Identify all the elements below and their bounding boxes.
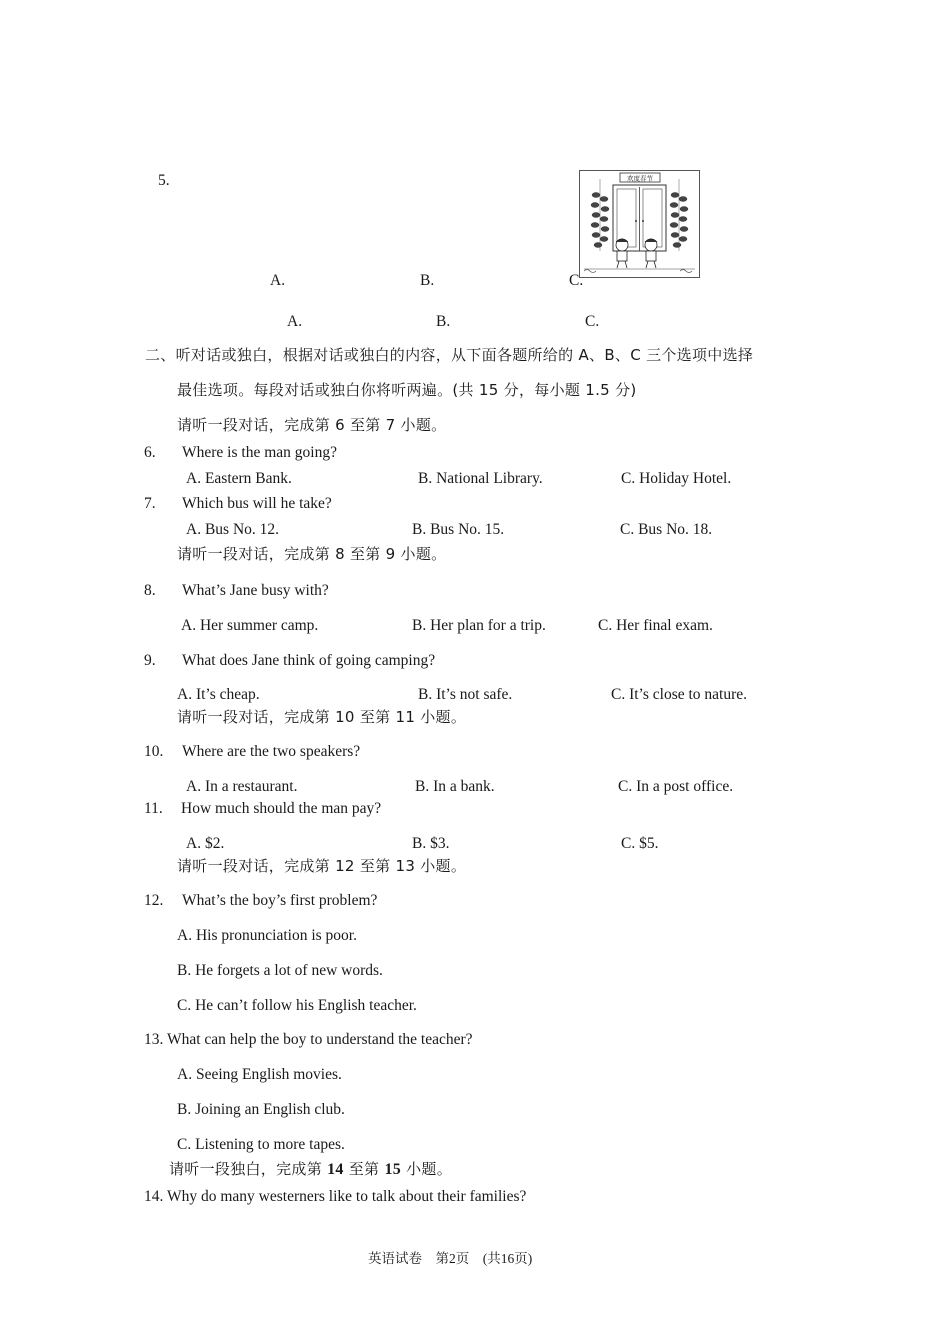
q6-option-a: A. Eastern Bank. [186, 470, 292, 487]
question-13-text: 13. What can help the boy to understand the teacher? [144, 1031, 473, 1048]
question-10-number: 10. [144, 743, 164, 760]
question-12-text: What’s the boy’s first problem? [182, 892, 378, 909]
q13-option-a: A. Seeing English movies. [177, 1066, 342, 1083]
question-9-number: 9. [144, 652, 156, 669]
question-8-text: What’s Jane busy with? [182, 582, 329, 599]
q5-row1-option-b: B. [420, 272, 435, 289]
q10-option-b: B. In a bank. [415, 778, 495, 795]
instruction-10-11: 请听一段对话，完成第 10 至第 11 小题。 [177, 708, 467, 726]
q7-option-a: A. Bus No. 12. [186, 521, 280, 538]
festival-door-picture [579, 170, 700, 278]
q10-option-c: C. In a post office. [618, 778, 734, 795]
q11-option-a: A. $2. [186, 835, 225, 852]
q12-option-a: A. His pronunciation is poor. [177, 927, 357, 944]
q5-row1-option-c: C. [569, 272, 584, 289]
question-6-number: 6. [144, 444, 156, 461]
q6-option-b: B. National Library. [418, 470, 543, 487]
question-9-text: What does Jane think of going camping? [182, 652, 436, 669]
q11-option-b: B. $3. [412, 835, 450, 852]
q8-option-a: A. Her summer camp. [181, 617, 319, 634]
question-7-text: Which bus will he take? [182, 495, 332, 512]
question-7-number: 7. [144, 495, 156, 512]
question-11-number: 11. [144, 800, 163, 817]
q9-option-a: A. It’s cheap. [177, 686, 260, 703]
q13-option-b: B. Joining an English club. [177, 1101, 345, 1118]
q5-row2-option-c: C. [585, 313, 600, 330]
q9-option-b: B. It’s not safe. [418, 686, 513, 703]
q12-option-c: C. He can’t follow his English teacher. [177, 997, 417, 1014]
question-14-text: 14. Why do many westerners like to talk about their families? [144, 1188, 527, 1205]
q8-option-b: B. Her plan for a trip. [412, 617, 546, 634]
q6-option-c: C. Holiday Hotel. [621, 470, 732, 487]
q5-row2-option-a: A. [287, 313, 303, 330]
instruction-12-13: 请听一段对话，完成第 12 至第 13 小题。 [177, 857, 467, 875]
section-2-heading: 二、听对话或独白，根据对话或独白的内容，从下面各题所给的 A、B、C 三个选项中选择 [145, 346, 754, 364]
instruction-6-7: 请听一段对话，完成第 6 至第 7 小题。 [177, 416, 447, 434]
q5-row1-option-a: A. [270, 272, 286, 289]
q7-option-b: B. Bus No. 15. [412, 521, 505, 538]
q13-option-c: C. Listening to more tapes. [177, 1136, 345, 1153]
instruction-14-15-num2: 15 [384, 1161, 402, 1178]
question-5-number: 5. [158, 172, 170, 189]
instruction-14-15-part2: 至第 [343, 1160, 385, 1178]
instruction-14-15 [169, 1160, 452, 1179]
instruction-8-9: 请听一段对话，完成第 8 至第 9 小题。 [177, 545, 447, 563]
q5-row2-option-b: B. [436, 313, 451, 330]
instruction-14-15-num1: 14 [327, 1161, 344, 1178]
question-6-text: Where is the man going? [182, 444, 337, 461]
q9-option-c: C. It’s close to nature. [611, 686, 748, 703]
instruction-14-15-part3: 小题。 [401, 1160, 453, 1178]
section-2-heading-cont: 最佳选项。每段对话或独白你将听两遍。(共 15 分，每小题 1.5 分) [177, 381, 637, 399]
q10-option-a: A. In a restaurant. [186, 778, 298, 795]
question-8-number: 8. [144, 582, 156, 599]
q8-option-c: C. Her final exam. [598, 617, 713, 634]
q7-option-c: C. Bus No. 18. [620, 521, 713, 538]
door-sign-text: 欢度春节 [627, 174, 653, 183]
q12-option-b: B. He forgets a lot of new words. [177, 962, 383, 979]
page-footer: 英语试卷 第2页 (共16页) [368, 1251, 533, 1266]
question-12-number: 12. [144, 892, 164, 909]
instruction-14-15-part1: 请听一段独白，完成第 [169, 1160, 328, 1178]
question-10-text: Where are the two speakers? [182, 743, 361, 760]
question-11-text: How much should the man pay? [181, 800, 382, 817]
q11-option-c: C. $5. [621, 835, 659, 852]
